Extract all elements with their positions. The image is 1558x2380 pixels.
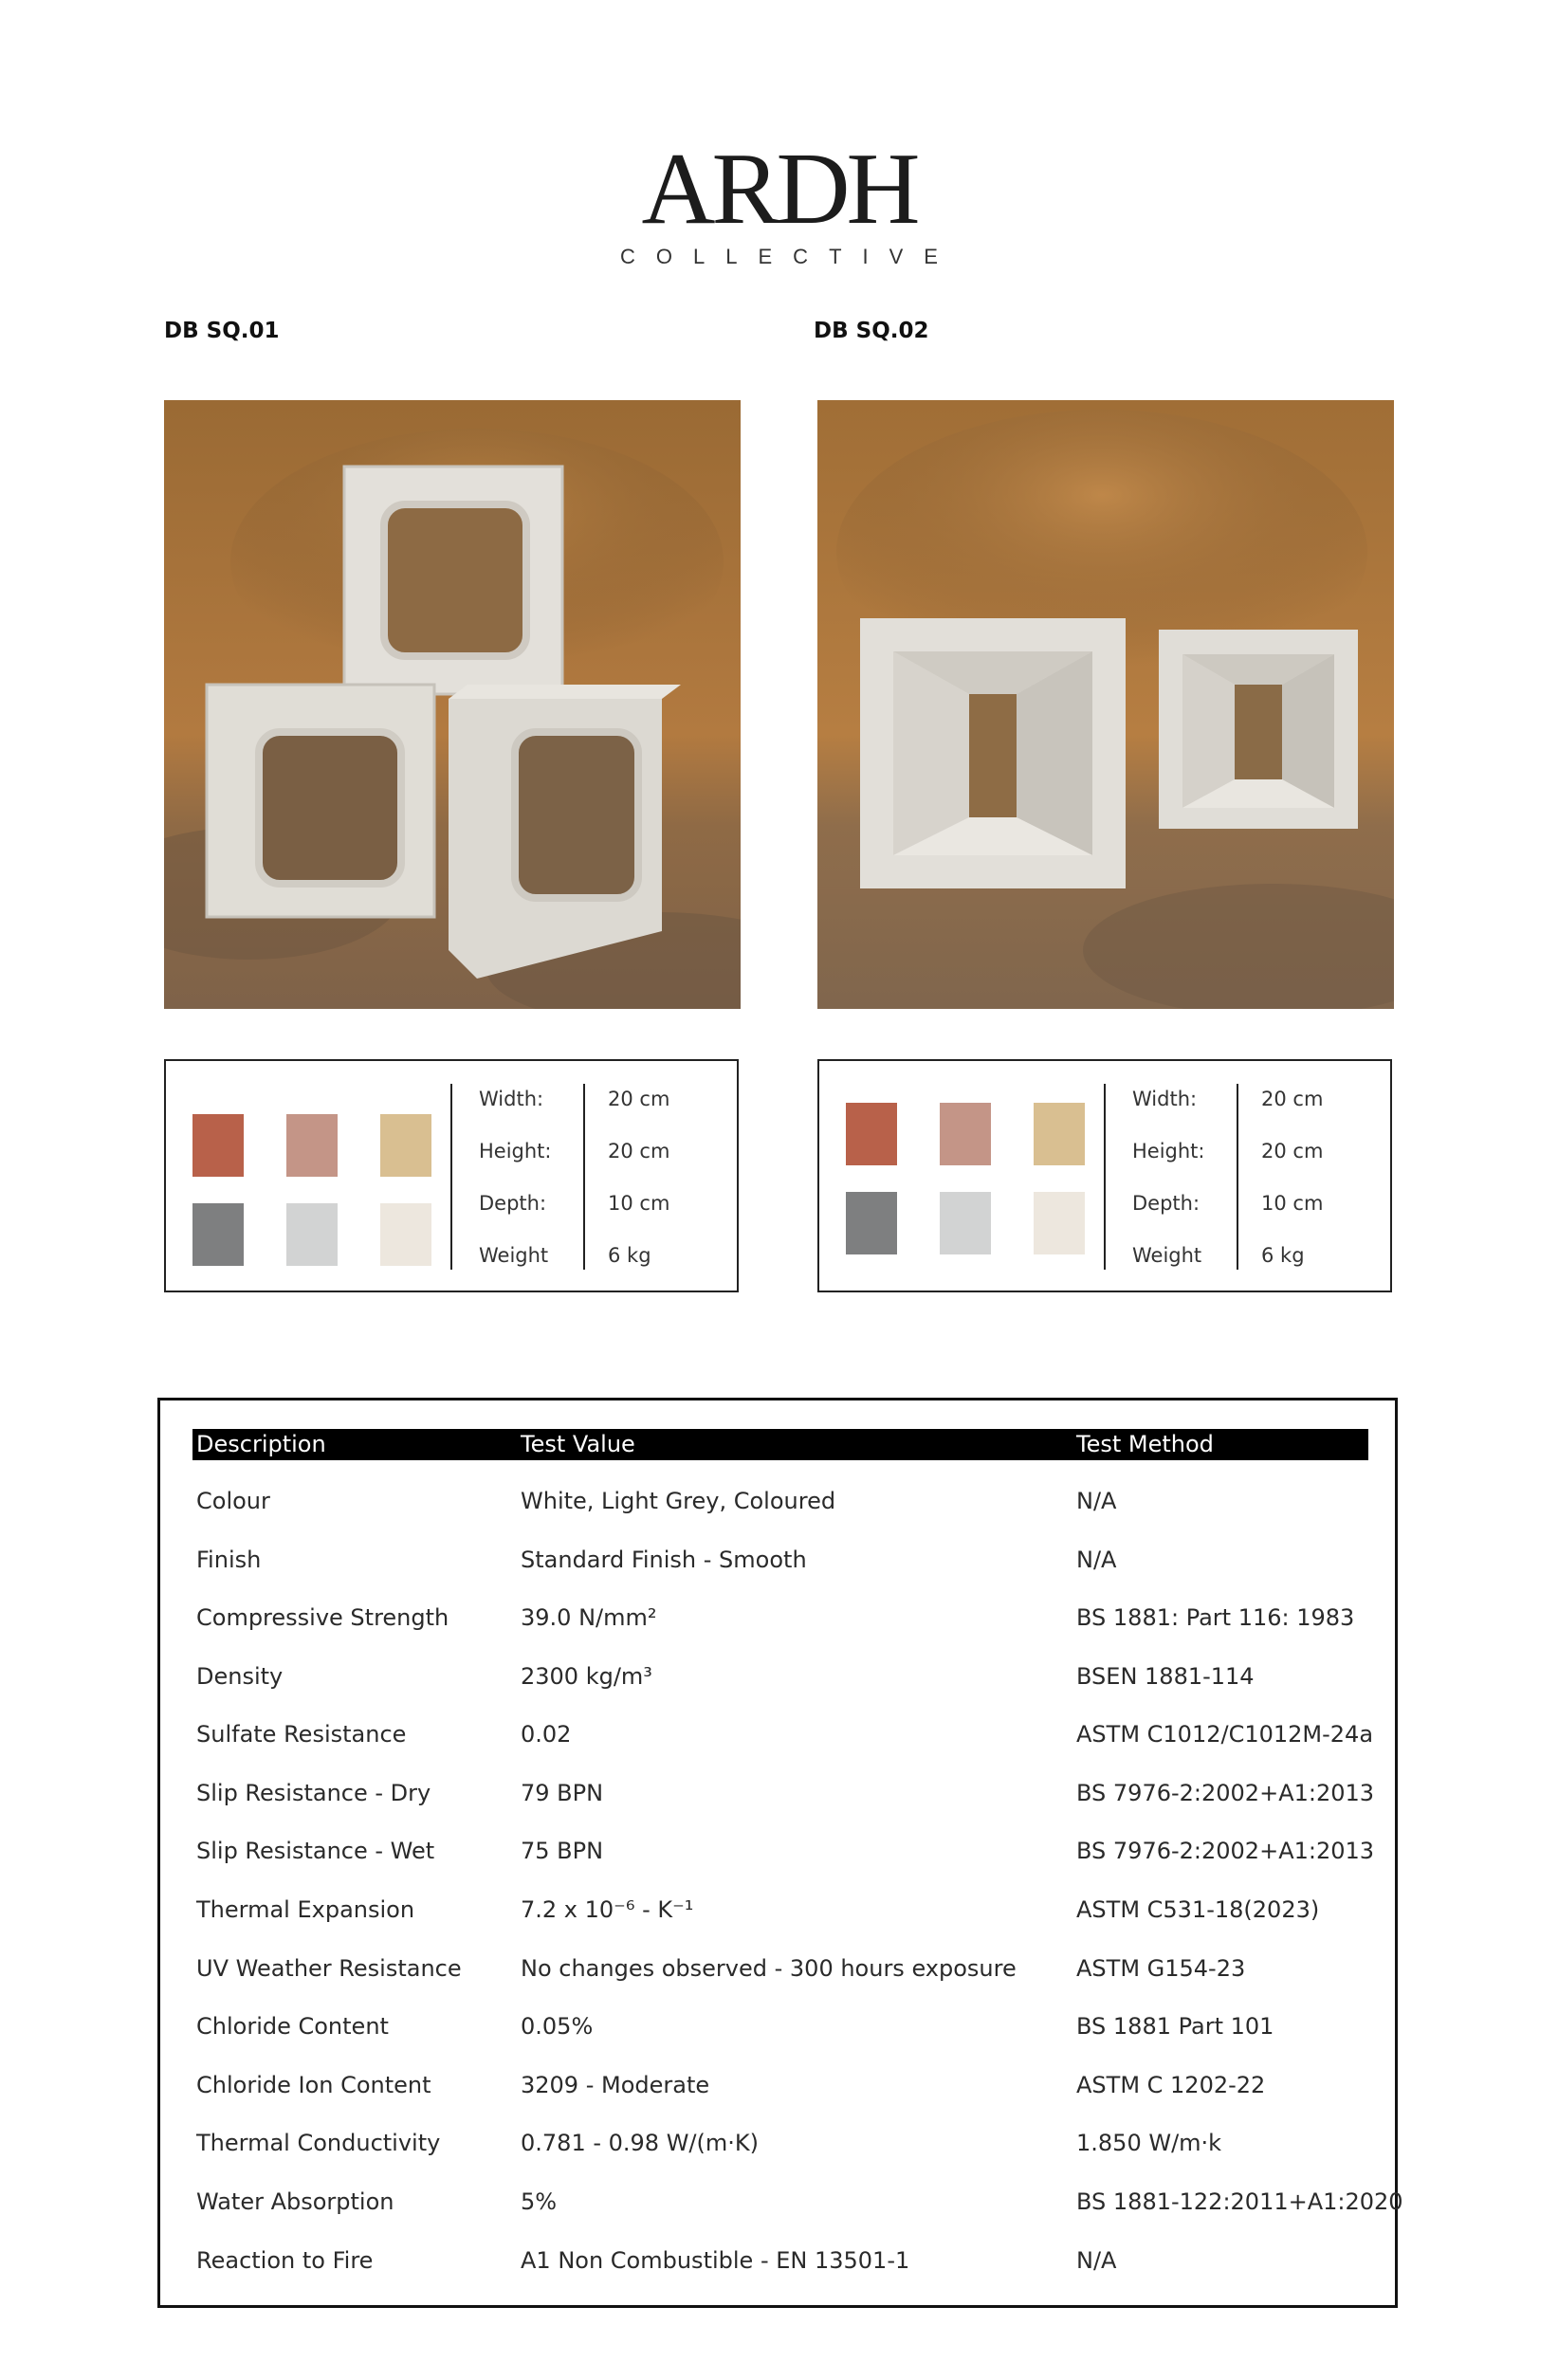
cell-description: Colour xyxy=(196,1488,270,1514)
cell-test-value: 3209 - Moderate xyxy=(521,2072,710,2098)
cell-test-method: N/A xyxy=(1076,2247,1117,2274)
header-test-value: Test Value xyxy=(521,1431,635,1457)
spec-card-2 xyxy=(817,1059,1392,1292)
height-value: 20 cm xyxy=(608,1140,670,1163)
cell-test-value: 39.0 N/mm² xyxy=(521,1604,657,1631)
table-row xyxy=(160,1488,1393,1545)
weight-label: Weight xyxy=(479,1244,549,1267)
cell-test-method: N/A xyxy=(1076,1547,1117,1573)
cell-test-method: ASTM C531-18(2023) xyxy=(1076,1896,1320,1923)
brand-subtitle: COLLECTIVE xyxy=(620,245,959,268)
weight-value: 6 kg xyxy=(1261,1244,1305,1267)
height-value: 20 cm xyxy=(1261,1140,1324,1163)
brand-logo xyxy=(0,133,1558,269)
brand-name: ARDH xyxy=(641,133,917,246)
cell-test-value: 0.05% xyxy=(521,2013,594,2040)
cell-test-method: BSEN 1881-114 xyxy=(1076,1663,1255,1690)
table-row xyxy=(160,2013,1393,2070)
cell-test-value: 7.2 x 10⁻⁶ - K⁻¹ xyxy=(521,1896,694,1923)
divider xyxy=(1237,1084,1238,1270)
table-row xyxy=(160,1896,1393,1953)
table-row xyxy=(160,1780,1393,1837)
color-swatch-grey xyxy=(846,1192,897,1254)
product-photo-2 xyxy=(817,400,1394,1009)
table-row xyxy=(160,1604,1393,1661)
cell-test-method: BS 1881: Part 116: 1983 xyxy=(1076,1604,1355,1631)
table-row xyxy=(160,1547,1393,1603)
depth-label: Depth: xyxy=(1132,1192,1201,1215)
color-swatch-rose xyxy=(286,1114,338,1177)
cell-test-method: BS 1881-122:2011+A1:2020 xyxy=(1076,2188,1403,2215)
cell-description: Density xyxy=(196,1663,284,1690)
cell-test-method: 1.850 W/m·k xyxy=(1076,2130,1222,2156)
color-swatch-light-grey xyxy=(286,1203,338,1266)
cell-test-method: BS 7976-2:2002+A1:2013 xyxy=(1076,1838,1375,1864)
cell-test-value: 79 BPN xyxy=(521,1780,604,1806)
cell-description: Chloride Ion Content xyxy=(196,2072,431,2098)
divider xyxy=(450,1084,452,1270)
color-swatch-terracotta xyxy=(192,1114,244,1177)
table-row xyxy=(160,2188,1403,2245)
cell-description: UV Weather Resistance xyxy=(196,1955,462,1982)
table-row xyxy=(160,1955,1393,2012)
table-row xyxy=(160,2130,1393,2187)
cell-description: Compressive Strength xyxy=(196,1604,449,1631)
cell-description: Reaction to Fire xyxy=(196,2247,374,2274)
cell-description: Finish xyxy=(196,1547,262,1573)
product-title-2: DB SQ.02 xyxy=(814,319,929,343)
weight-value: 6 kg xyxy=(608,1244,651,1267)
table-row xyxy=(160,1721,1393,1778)
cell-description: Slip Resistance - Wet xyxy=(196,1838,435,1864)
cell-test-value: 2300 kg/m³ xyxy=(521,1663,652,1690)
cell-test-method: N/A xyxy=(1076,1488,1117,1514)
properties-table xyxy=(157,1398,1403,2308)
cell-test-value: White, Light Grey, Coloured xyxy=(521,1488,836,1514)
cell-test-method: ASTM C1012/C1012M-24a xyxy=(1076,1721,1374,1748)
cell-description: Sulfate Resistance xyxy=(196,1721,407,1748)
depth-value: 10 cm xyxy=(608,1192,670,1215)
table-row xyxy=(160,1838,1393,1895)
header-description: Description xyxy=(196,1431,326,1457)
weight-label: Weight xyxy=(1132,1244,1202,1267)
color-swatch-light-grey xyxy=(940,1192,991,1254)
color-swatch-sand xyxy=(1034,1103,1085,1165)
color-swatch-grey xyxy=(192,1203,244,1266)
cell-test-method: ASTM C 1202-22 xyxy=(1076,2072,1266,2098)
divider xyxy=(1104,1084,1106,1270)
color-swatch-white xyxy=(1034,1192,1085,1254)
depth-label: Depth: xyxy=(479,1192,547,1215)
cell-test-value: A1 Non Combustible - EN 13501-1 xyxy=(521,2247,910,2274)
header-test-method: Test Method xyxy=(1076,1431,1214,1457)
height-label: Height: xyxy=(1132,1140,1205,1163)
color-swatch-rose xyxy=(940,1103,991,1165)
divider xyxy=(583,1084,585,1270)
cell-test-value: 0.781 - 0.98 W/(m·K) xyxy=(521,2130,759,2156)
cell-test-value: 0.02 xyxy=(521,1721,572,1748)
color-swatch-terracotta xyxy=(846,1103,897,1165)
width-label: Width: xyxy=(1132,1088,1198,1110)
cell-test-value: No changes observed - 300 hours exposure xyxy=(521,1955,1017,1982)
width-value: 20 cm xyxy=(608,1088,670,1110)
cell-description: Chloride Content xyxy=(196,2013,389,2040)
cell-test-value: 5% xyxy=(521,2188,558,2215)
depth-value: 10 cm xyxy=(1261,1192,1324,1215)
product-title-1: DB SQ.01 xyxy=(164,319,280,343)
color-swatch-sand xyxy=(380,1114,431,1177)
width-label: Width: xyxy=(479,1088,544,1110)
cell-test-value: Standard Finish - Smooth xyxy=(521,1547,807,1573)
cell-description: Thermal Conductivity xyxy=(196,2130,441,2156)
height-label: Height: xyxy=(479,1140,552,1163)
table-row xyxy=(160,2247,1393,2304)
cell-description: Slip Resistance - Dry xyxy=(196,1780,431,1806)
table-row xyxy=(160,1663,1393,1720)
cell-test-method: ASTM G154-23 xyxy=(1076,1955,1246,1982)
table-row xyxy=(160,2072,1393,2129)
cell-test-method: BS 7976-2:2002+A1:2013 xyxy=(1076,1780,1375,1806)
cell-description: Thermal Expansion xyxy=(196,1896,415,1923)
product-photo-1 xyxy=(164,400,741,1009)
cell-description: Water Absorption xyxy=(196,2188,394,2215)
spec-card-1 xyxy=(164,1059,739,1292)
width-value: 20 cm xyxy=(1261,1088,1324,1110)
color-swatch-white xyxy=(380,1203,431,1266)
table-header xyxy=(192,1429,1368,1460)
cell-test-value: 75 BPN xyxy=(521,1838,604,1864)
cell-test-method: BS 1881 Part 101 xyxy=(1076,2013,1274,2040)
